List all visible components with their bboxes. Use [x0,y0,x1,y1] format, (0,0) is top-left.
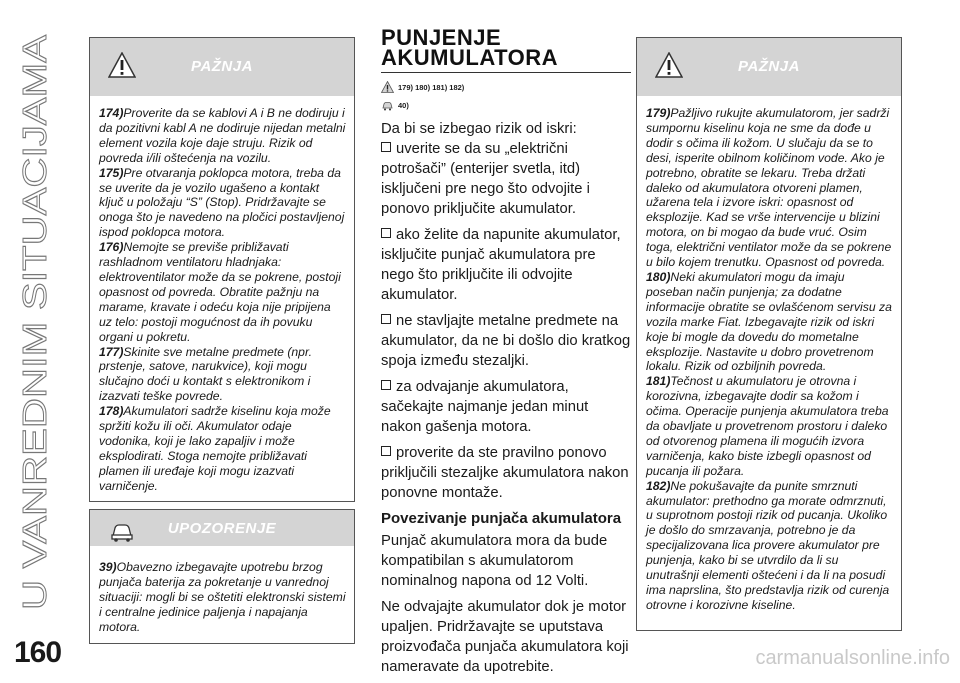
bullet-text: uverite se da su „električni potrošači” (enterijer svetla, itd) isključeni pre nego što odvojite i ponovo priključite akumulator. [381,141,590,217]
caution-references [381,99,631,111]
bullet-text: ako želite da napunite akumulator, isključite punjač akumulatora pre nego što priključite ili odvojite akumulator. [381,227,621,303]
item-number: 182) [646,478,671,493]
item-text: Tečnost u akumulatoru je otrovna i korozivna, izbegavajte dodir sa kožom i očima. Operacije punjenja akumulatora treba da obavljate u provetrenom prostoru i daleko od otvorenog plamena ili mogućih izvora varničenja, kako biste izbegli opasnost od pucanja ili požara. [646,374,889,478]
warning-box-title: PAŽNJA [738,58,800,75]
item-number: 176) [99,240,124,255]
item-number: 181) [646,374,671,389]
bullet-item [381,139,631,219]
title-divider [381,72,631,73]
bullet-text: ne stavljajte metalne predmete na akumulator, da ne bi došlo dio kratkog spoja između stezaljki. [381,313,631,369]
warning-reference-numbers: 179) 180) 181) 182) [398,82,465,92]
item-number: 177) [99,344,124,359]
bullet-item [381,377,631,437]
bullet-square [381,142,391,152]
item-text: Pre otvaranja poklopca motora, treba da se uverite da je vozilo ugašeno a kontakt ključ u položaju “S” (Stop). Pridržavajte se onoga što je navedeno na pločici postavljenoj ispod poklopca motora. [99,165,345,240]
warning-references [381,81,631,93]
item-number: 180) [646,269,671,284]
item-text: Obavezno izbegavajte upotrebu brzog punjača baterija za pokretanje u vanrednoj situaciji: mogli bi se oštetiti elektronski sistemi i centralne jedinice paljenja i napajanja motora. [99,560,346,634]
warning-box-body [90,96,354,502]
page-number: 160 [14,636,62,669]
list-item [646,374,893,478]
list-item [99,166,346,241]
item-number: 179) [646,106,671,120]
bullet-square [381,446,391,456]
section-body [381,119,631,677]
side-title-text: U VANREDNIM SITUACIJAMA [16,154,53,610]
item-text: Pažljivo rukujte akumulatorom, jer sadrži sumpornu kiselinu koja ne sme da dođe u dodir s očima ili kožom. U slučaju da se to desi, isperite obilnom količinom vode. Ako je potrebno, obratite se lekaru. Treba držati daleko od akumulatora otvoreni plamen, užarena tela i izvore iskri: opasnost od eksplozije. Kad se vrše intervencije u blizini motora, on bi mogao da bude vruć. Osim toga, električni ventilator može da se pokrene u bilo kojem trenutku. Opasnost od povreda. [646,106,892,270]
paragraph: Punjač akumulatora mora da bude kompatibilan s akumulatorom nominalnog napona od 12 Volti. [381,533,608,589]
list-item [99,240,346,344]
item-text: Neki akumulatori mogu da imaju poseban način punjenja; za dodatne informacije obratite se ovlašćenom servisu za vozila marke Fiat. Izbegavajte rizik od iskri koje bi mogle da dovedu do mometalne eksplozije. Nastavite u dobro provetrenom lokalu. Rizik od ozbiljnih povreda. [646,269,892,374]
section-title-line-1: PUNJENJE [381,25,502,50]
warning-box-left [89,37,355,502]
side-section-title [6,30,56,610]
list-item [99,560,346,635]
list-item [646,479,893,613]
warning-box-body [637,96,901,621]
car-warning-icon [381,99,394,111]
bullet-square [381,314,391,324]
bullet-text: proverite da ste pravilno ponovo priključili stezaljke akumulatora nakon ponovne montaže. [381,445,629,501]
caution-box-header [90,510,354,546]
warning-box-title: PAŽNJA [191,58,253,75]
item-text: Skinite sve metalne predmete (npr. prstenje, satove, narukvice), koji mogu slučajno doći u kontakt s elektronikom i izazvati teške povrede. [99,344,312,404]
section-title-line-2: AKUMULATORA [381,45,558,70]
main-column [381,25,631,683]
subheading: Povezivanje punjača akumulatora [381,510,622,527]
item-number: 174) [99,106,124,120]
warning-triangle-icon [381,81,394,93]
bullet-text: za odvajanje akumulatora, sačekajte najmanje jedan minut nakon gašenja motora. [381,379,589,435]
warning-box-header [637,38,901,96]
list-item [646,106,893,270]
list-item [99,345,346,405]
warning-box-header [90,38,354,96]
caution-box-title: UPOZORENJE [167,520,277,537]
watermark: carmanualsonline.info [755,647,950,669]
item-text: Nemojte se previše približavati rashladnom ventilatoru hladnjaka: elektroventilator može da se pokrene, postoji opasnost od povreda. Obratite pažnju na marame, kravate i odeću koja nije pripijena uz telo: postoji mogućnost da ih povuku organi u pokretu. [99,240,341,344]
caution-reference-numbers: 40) [398,100,409,110]
list-item [646,270,893,374]
side-title-svg [6,30,56,610]
item-number: 178) [99,404,124,419]
section-title [381,25,631,70]
list-item [99,404,346,493]
paragraph: Ne odvajajte akumulator dok je motor upaljen. Pridržavajte se uputstava proizvođača punjača akumulatora koji nameravate da upotrebite. [381,599,629,675]
caution-box [89,509,355,644]
item-number: 39) [99,560,117,574]
item-number: 175) [99,165,124,180]
bullet-square [381,380,391,390]
item-text: Ne pokušavajte da punite smrznuti akumulator: prethodno ga morate odmrznuti, u suprotnom postoji rizik od pucanja. Ukoliko je došlo do smrzavanja, potrebno je da specijalizovana lica provere akumulator pre punjenja, kako bi se utvrdilo da li su unutrašnji elementi oštećeni i da li na posudi ima naprslina, što predstavlja rizik od curenja otrovne i korozivne kiseline. [646,478,890,612]
caution-box-body [90,546,354,643]
item-text: Proverite da se kablovi A i B ne dodiruju i da pozitivni kabl A ne dodiruje nijedan metalni element vozila koje daje struju. Rizik od povreda i/ili oštećenja na vozilu. [99,106,346,165]
warning-box-right [636,37,902,631]
intro-text: Da bi se izbegao rizik od iskri: [381,121,577,137]
bullet-item [381,225,631,305]
bullet-item [381,443,631,503]
list-item [99,106,346,166]
item-text: Akumulatori sadrže kiselinu koja može spržiti kožu ili oči. Akumulator odaje vodonika, koji je lako zapaljiv i može eksplodirati. Stoga nemojte približavati plamen ili uređaje koji mogu izazvati varničenje. [99,404,331,493]
bullet-item [381,311,631,371]
bullet-square [381,228,391,238]
